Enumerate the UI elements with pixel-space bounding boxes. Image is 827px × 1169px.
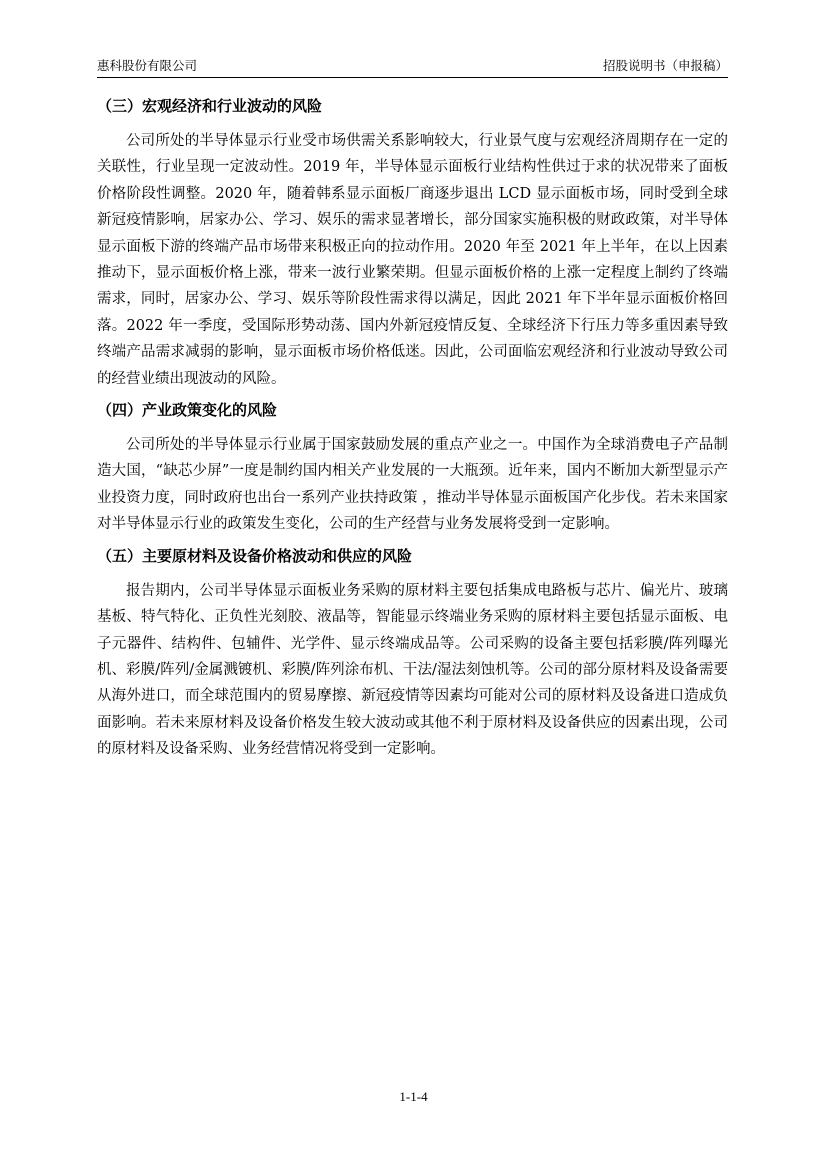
page-number: 1-1-4	[399, 1089, 428, 1104]
section-title: （三）宏观经济和行业波动的风险	[97, 97, 323, 115]
header-company-name: 惠科股份有限公司	[97, 58, 198, 73]
header-document-type: 招股说明书（申报稿）	[602, 58, 728, 73]
section-policy-risk	[97, 396, 728, 538]
document-body	[97, 92, 728, 767]
section-title: （五）主要原材料及设备价格波动和供应的风险	[97, 546, 413, 565]
section-title: （四）产业政策变化的风险	[97, 401, 278, 420]
section-material-risk	[97, 542, 728, 763]
section-paragraph: 报告期内，公司半导体显示面板业务采购的原材料主要包括集成电路板与芯片、偏光片、玻璃基板、特气特化、正负性光刻胶、液晶等，智能显示终端业务采购的原材料主要包括显示面板、电子元器件、结构件、包辅件、光学件、显示终端成品等。公司采购的设备主要包括彩膜/阵列曝光机、彩膜/阵列/金属溅镀机、彩膜/阵列涂布机、干法/湿法刻蚀机等。公司的部分原材料及设备需要从海外进口，而全球范围内的贸易摩擦、新冠疫情等因素均可能对公司的原材料及设备进口造成负面影响。若未来原材料及设备价格发生较大波动或其他不利于原材料及设备供应的因素出现，公司的原材料及设备采购、业务经营情况将受到一定影响。	[97, 582, 728, 758]
section-paragraph: 公司所处的半导体显示行业属于国家鼓励发展的重点产业之一。中国作为全球消费电子产品制造大国，“缺芯少屏”一度是制约国内相关产业发展的一大瓶颈。近年来，国内不断加大新型显示产业投资力度，同时政府也出台一系列产业扶持政策 ，推动半导体显示面板国产化步伐。若未来国家对半导体显示行业的政策发生变化，公司的生产经营与业务发展将受到一定影响。	[97, 437, 728, 533]
section-paragraph: 公司所处的半导体显示行业受市场供需关系影响较大，行业景气度与宏观经济周期存在一定的关联性，行业呈现一定波动性。2019 年，半导体显示面板行业结构性供过于求的状况带来了面板价格阶段性调整。2020 年，随着韩系显示面板厂商逐步退出 LCD 显示面板市场，同时受到全球新冠疫情影响，居家办公、学习、娱乐的需求显著增长，部分国家实施积极的财政政策，对半导体显示面板下游的终端产品市场带来积极正向的拉动作用。2020 年至 2021 年上半年，在以上因素推动下，显示面板价格上涨，带来一波行业繁荣期。但显示面板价格的上涨一定程度上制约了终端需求，同时，居家办公、学习、娱乐等阶段性需求得以满足，因此 2021 年下半年显示面板价格回落。2022 年一季度，受国际形势动荡、国内外新冠疫情反复、全球经济下行压力等多重因素导致终端产品需求减弱的影响，显示面板市场价格低迷。因此，公司面临宏观经济和行业波动导致公司的经营业绩出现波动的风险。	[97, 133, 728, 387]
page-header	[97, 57, 728, 78]
section-macro-risk	[97, 92, 728, 392]
